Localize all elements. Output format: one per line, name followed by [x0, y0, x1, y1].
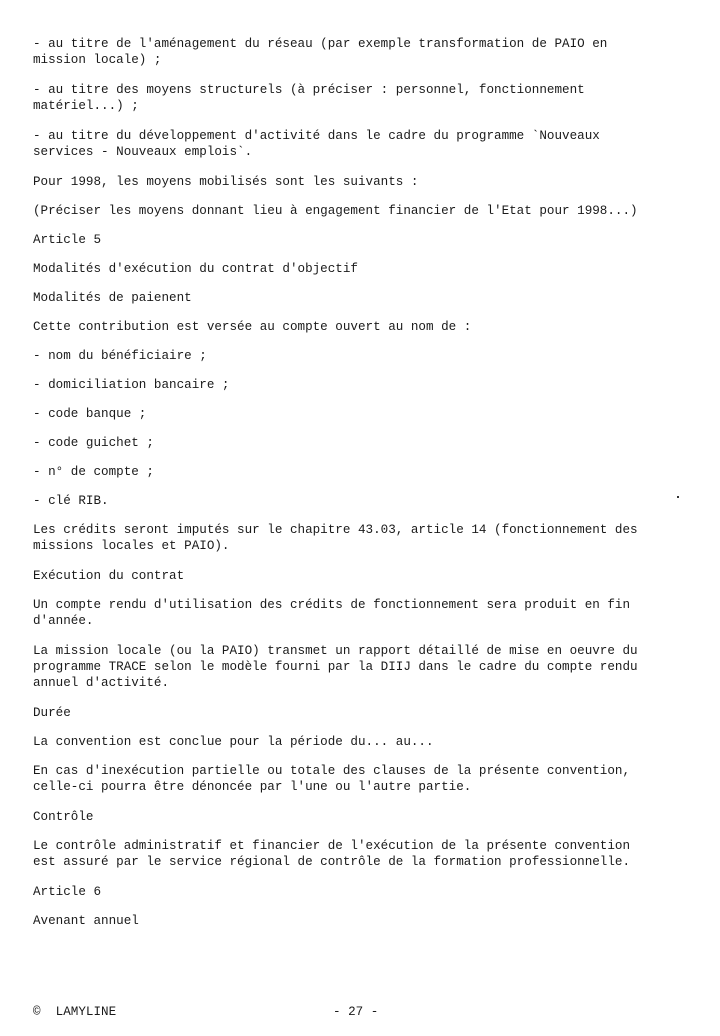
list-item-nom-beneficiaire: - nom du bénéficiaire ; [33, 349, 207, 363]
list-item-amenagement-reseau: - au titre de l'aménagement du réseau (par exemple transformation de PAIO en mission locale) ; [33, 37, 608, 67]
list-item-numero-compte: - n° de compte ; [33, 465, 154, 479]
heading-controle: Contrôle [33, 810, 94, 824]
heading-avenant-annuel: Avenant annuel [33, 914, 139, 928]
paragraph-rapport-trace: La mission locale (ou la PAIO) transmet un rapport détaillé de mise en oeuvre du programme TRACE selon le modèle fourni par la DIIJ dans le cadre du compte rendu annuel d'activité. [33, 644, 638, 690]
paragraph-contribution: Cette contribution est versée au compte ouvert au nom de : [33, 320, 472, 334]
list-item-domiciliation: - domiciliation bancaire ; [33, 378, 230, 392]
list-item-developpement-activite: - au titre du développement d'activité dans le cadre du programme `Nouveaux services - Nouveaux emplois`. [33, 129, 600, 159]
footer-page-number: - 27 - [333, 1005, 379, 1019]
paragraph-moyens-1998: Pour 1998, les moyens mobilisés sont les suivants : [33, 175, 419, 189]
list-item-cle-rib: - clé RIB. [33, 494, 109, 508]
paragraph-periode: La convention est conclue pour la période du... au... [33, 735, 434, 749]
heading-article-5: Article 5 [33, 233, 102, 247]
paragraph-controle-administratif: Le contrôle administratif et financier de l'exécution de la présente convention est assuré par le service régional de contrôle de la formation professionnelle. [33, 839, 631, 869]
footer-copyright: © LAMYLINE [33, 1005, 117, 1019]
heading-execution-contrat: Exécution du contrat [33, 569, 185, 583]
document-body [33, 36, 683, 942]
heading-modalites-paiement: Modalités de paienent [33, 291, 192, 305]
list-item-code-guichet: - code guichet ; [33, 436, 154, 450]
scan-speck [677, 496, 679, 498]
list-item-code-banque: - code banque ; [33, 407, 147, 421]
list-item-moyens-structurels: - au titre des moyens structurels (à préciser : personnel, fonctionnement matériel...) ; [33, 83, 585, 113]
heading-duree: Durée [33, 706, 71, 720]
heading-modalites-execution: Modalités d'exécution du contrat d'objectif [33, 262, 358, 276]
paragraph-credits-imputes: Les crédits seront imputés sur le chapitre 43.03, article 14 (fonctionnement des missions locales et PAIO). [33, 523, 638, 553]
paragraph-inexecution: En cas d'inexécution partielle ou totale des clauses de la présente convention, celle-ci pourra être dénoncée par l'une ou l'autre partie. [33, 764, 631, 794]
paragraph-preciser-moyens: (Préciser les moyens donnant lieu à engagement financier de l'Etat pour 1998...) [33, 204, 638, 218]
paragraph-compte-rendu: Un compte rendu d'utilisation des crédits de fonctionnement sera produit en fin d'année. [33, 598, 631, 628]
heading-article-6: Article 6 [33, 885, 102, 899]
